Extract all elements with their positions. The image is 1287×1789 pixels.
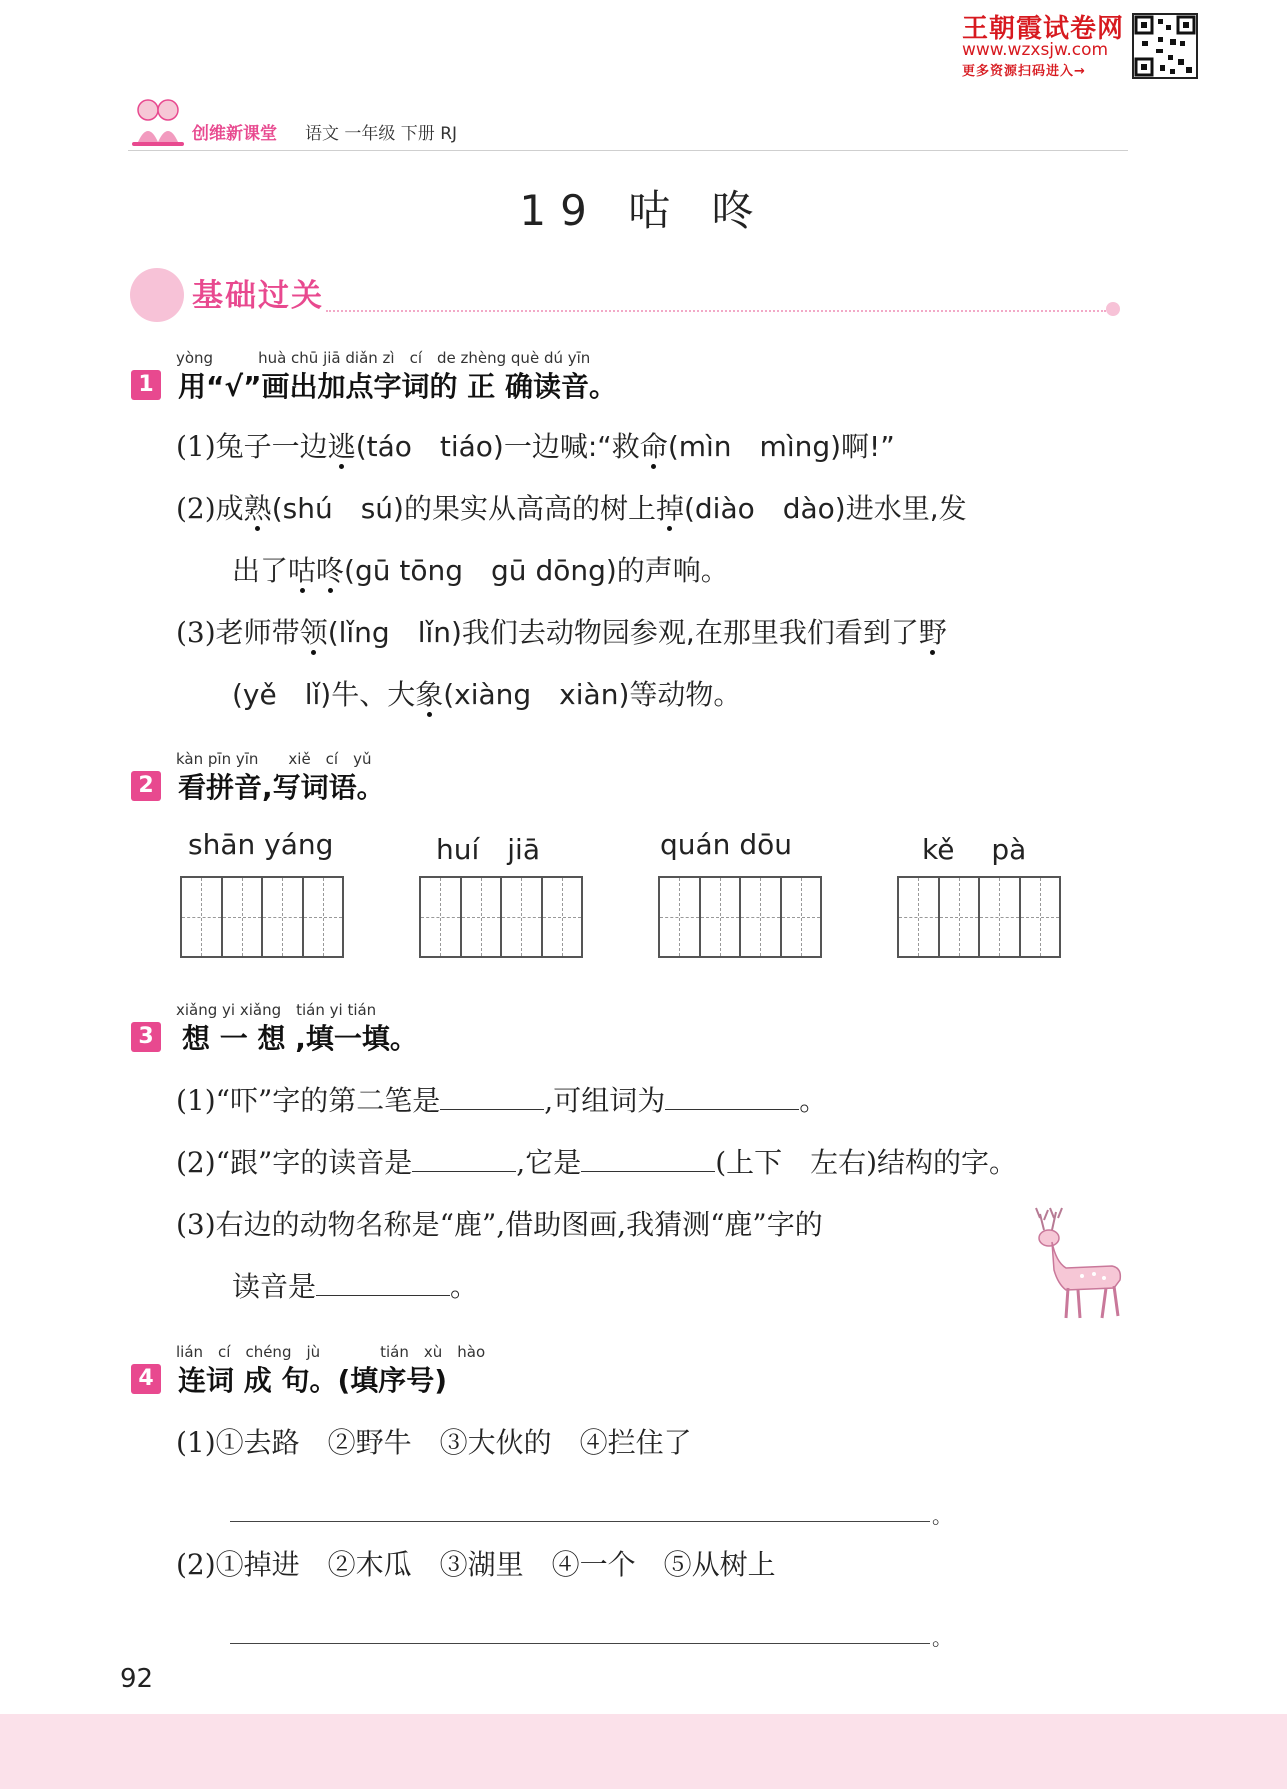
section-end-dot (1106, 302, 1120, 316)
dotted-char: 象 (415, 678, 444, 711)
dotted-char: 野 (918, 616, 947, 649)
writing-grid-1[interactable] (180, 876, 344, 958)
page-number: 92 (120, 1664, 154, 1694)
answer-line-2[interactable] (230, 1643, 930, 1644)
answer-blank[interactable] (412, 1145, 516, 1172)
lesson-title: 19 咕 咚 (519, 186, 768, 235)
series-name: 创维新课堂 (192, 124, 277, 144)
q1-pinyin: yòng huà chū jiā diǎn zì cí de zhèng què dú yīn (176, 349, 591, 367)
writing-grid-3[interactable] (658, 876, 822, 958)
q4-item-2: (2)①掉进 ②木瓜 ③湖里 ④一个 ⑤从树上 (176, 1548, 776, 1581)
header-divider (128, 150, 1128, 151)
section-dotted-line (326, 310, 1106, 312)
q2-pinyin: kàn pīn yīn xiě cí yǔ (176, 750, 372, 768)
dotted-char: 掉 (655, 492, 684, 525)
section-title: 基础过关 (192, 278, 324, 314)
brand-title: 王朝霞试卷网 (962, 14, 1125, 44)
q1-item-1: (1)兔子一边逃(táo tiáo)一边喊:“救命(mìn mìng)啊!” (176, 430, 895, 463)
brand-more-text: 更多资源扫码进入→ (962, 64, 1086, 79)
q3-item-3: (3)右边的动物名称是“鹿”,借助图画,我猜测“鹿”字的 (176, 1208, 823, 1241)
q3-item-2: (2)“跟”字的读音是 ,它是 (上下 左右)结构的字。 (176, 1146, 1018, 1179)
q1-item-2-cont: 出了咕咚(gū tōng gū dōng)的声响。 (232, 554, 729, 587)
q1-instruction: 用“√”画出加点字词的 正 确读音。 (178, 370, 617, 403)
answer-blank[interactable] (665, 1083, 799, 1110)
q3-pinyin: xiǎng yi xiǎng tián yi tián (176, 1001, 377, 1019)
word-pinyin-3: quán dōu (660, 828, 792, 861)
answer-line-2-period: 。 (932, 1626, 952, 1650)
q3-item-3-cont: 读音是 。 (232, 1270, 479, 1303)
q1-item-3: (3)老师带领(lǐng lǐn)我们去动物园参观,在那里我们看到了野 (176, 616, 947, 649)
answer-line-1[interactable] (230, 1521, 930, 1522)
writing-grid-4[interactable] (897, 876, 1061, 958)
qr-code-icon[interactable] (1132, 13, 1198, 79)
q3-number: 3 (131, 1022, 161, 1052)
q3-instruction: 想 一 想 ,填一填。 (182, 1022, 418, 1055)
writing-grid-2[interactable] (419, 876, 583, 958)
answer-blank[interactable] (581, 1145, 715, 1172)
footer-band (0, 1714, 1287, 1789)
brand-url[interactable]: www.wzxsjw.com (962, 40, 1109, 60)
word-pinyin-4: kě pà (922, 833, 1027, 866)
q4-pinyin: lián cí chéng jù tián xù hào (176, 1343, 486, 1361)
q3-item-1: (1)“吓”字的第二笔是 ,可组词为 。 (176, 1084, 828, 1117)
deer-illustration (1022, 1204, 1132, 1328)
word-pinyin-2: huí jiā (436, 833, 540, 866)
answer-line-1-period: 。 (932, 1504, 952, 1528)
dotted-char: 命 (639, 430, 668, 463)
q1-item-2: (2)成熟(shú sú)的果实从高高的树上掉(diào dào)进水里,发 (176, 492, 967, 525)
book-info: 语文 一年级 下册 RJ (305, 124, 458, 144)
mascot-logo (128, 92, 188, 156)
section-badge-icon (130, 268, 184, 322)
q4-item-1: (1)①去路 ②野牛 ③大伙的 ④拦住了 (176, 1426, 692, 1459)
q4-instruction: 连词 成 句。(填序号) (178, 1364, 448, 1397)
answer-blank[interactable] (316, 1269, 450, 1296)
dotted-char: 咚 (316, 554, 345, 587)
q2-number: 2 (131, 771, 161, 801)
word-pinyin-1: shān yáng (188, 828, 334, 861)
dotted-char: 逃 (327, 430, 356, 463)
q1-number: 1 (131, 370, 161, 400)
q1-item-3-cont: (yě lǐ)牛、大象(xiàng xiàn)等动物。 (232, 678, 742, 711)
q2-instruction: 看拼音,写词语。 (178, 771, 385, 804)
answer-blank[interactable] (440, 1083, 544, 1110)
dotted-char: 咕 (288, 554, 317, 587)
dotted-char: 熟 (243, 492, 272, 525)
dotted-char: 领 (299, 616, 328, 649)
q4-number: 4 (131, 1364, 161, 1394)
